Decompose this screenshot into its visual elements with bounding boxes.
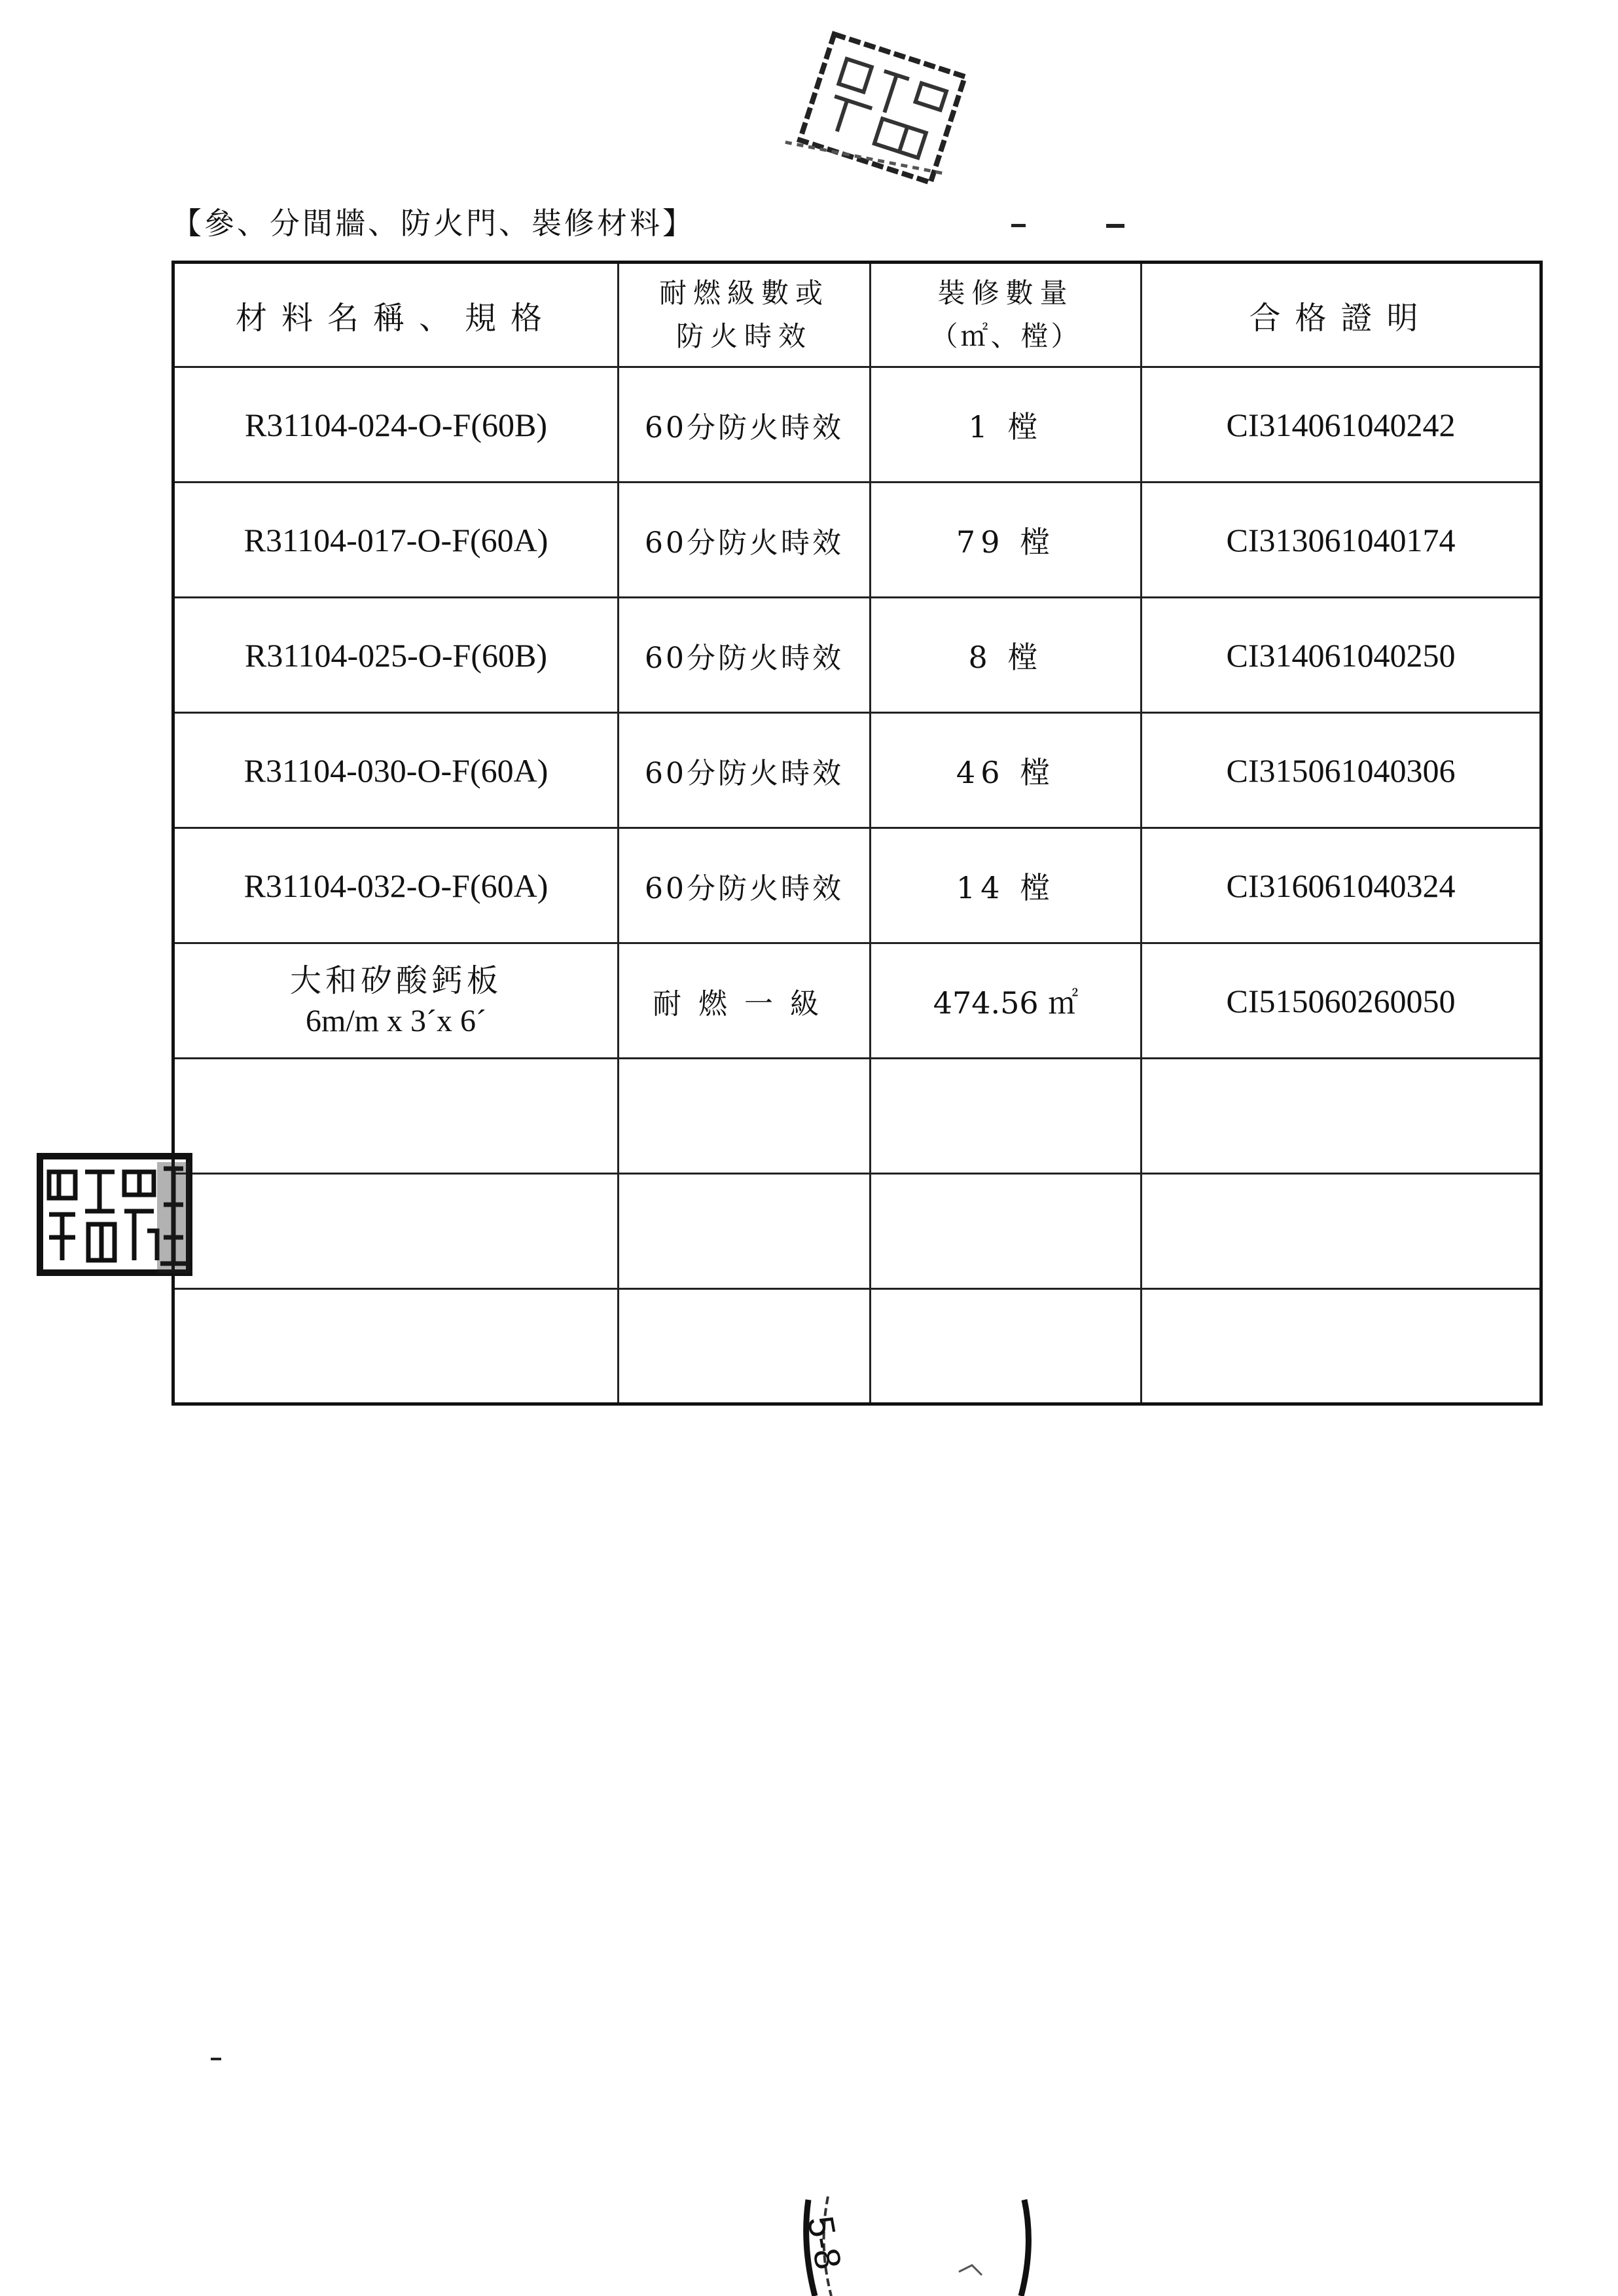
- official-seal-top: [767, 14, 994, 215]
- certificate-number: CI314061040242: [1142, 367, 1541, 483]
- certificate-number: CI316061040324: [1142, 828, 1541, 943]
- page-number: 5-8: [799, 2213, 850, 2272]
- certificate-number: CI315061040306: [1142, 713, 1541, 828]
- quantity: 79 樘: [871, 483, 1142, 598]
- header-rating: [619, 263, 871, 367]
- fire-rating: 60分防火時效: [619, 483, 871, 598]
- material-name-board: [173, 943, 619, 1059]
- fire-rating: 60分防火時效: [619, 598, 871, 713]
- table-row-empty: [173, 1174, 1541, 1289]
- table-row: [173, 483, 1541, 598]
- header-rating-line2: 防火時效: [675, 320, 812, 352]
- materials-table: [171, 261, 1543, 1406]
- header-quantity: [871, 263, 1142, 367]
- quantity: 46 樘: [871, 713, 1142, 828]
- quantity-board: 474.56 ㎡: [871, 943, 1142, 1059]
- board-name-line1: 大和矽酸鈣板: [289, 962, 502, 999]
- table-row-empty: [173, 1289, 1541, 1404]
- official-seal-left: [36, 1152, 193, 1277]
- header-rating-line1: 耐燃級數或: [658, 277, 829, 309]
- quantity: 8 樘: [871, 598, 1142, 713]
- header-name-spec: 材料名稱、規格: [173, 263, 619, 367]
- table-row: [173, 713, 1541, 828]
- material-name: R31104-017-O-F(60A): [173, 483, 619, 598]
- certificate-number: CI313061040174: [1142, 483, 1541, 598]
- page-number-stamp: [795, 2193, 1044, 2296]
- header-qty-line1: 裝修數量: [937, 277, 1074, 309]
- fire-rating: 60分防火時效: [619, 713, 871, 828]
- certificate-number-board: CI515060260050: [1142, 943, 1541, 1059]
- material-name: R31104-024-O-F(60B): [173, 367, 619, 483]
- material-name: R31104-032-O-F(60A): [173, 828, 619, 943]
- section-title: 【參、分間牆、防火門、裝修材料】: [171, 206, 695, 241]
- table-row: [173, 367, 1541, 483]
- table-row: [173, 828, 1541, 943]
- fire-rating-board: 耐燃一級: [619, 943, 871, 1059]
- fire-rating: 60分防火時效: [619, 828, 871, 943]
- quantity: 14 樘: [871, 828, 1142, 943]
- table-header-row: [173, 263, 1541, 367]
- board-name-line2: 6m/m x 3´x 6´: [306, 1003, 486, 1038]
- fire-rating: 60分防火時效: [619, 367, 871, 483]
- certificate-number: CI314061040250: [1142, 598, 1541, 713]
- material-name: R31104-025-O-F(60B): [173, 598, 619, 713]
- header-qty-line2: （㎡、樘）: [930, 320, 1081, 352]
- table-row-board: [173, 943, 1541, 1059]
- quantity: 1 樘: [871, 367, 1142, 483]
- header-certificate: 合格證明: [1142, 263, 1541, 367]
- table-row: [173, 598, 1541, 713]
- table-row-empty: [173, 1059, 1541, 1174]
- material-name: R31104-030-O-F(60A): [173, 713, 619, 828]
